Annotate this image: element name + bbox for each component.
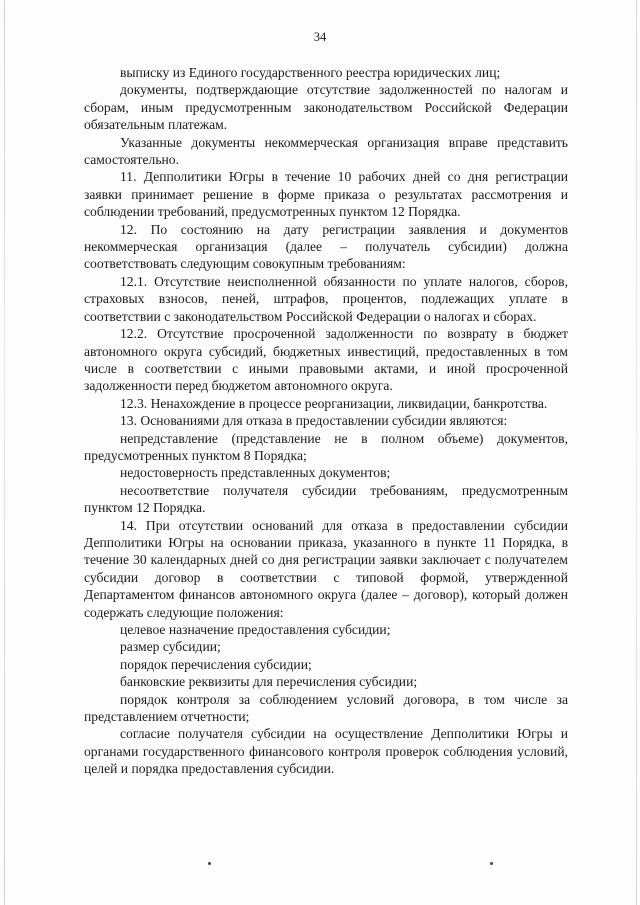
- paragraph: непредставление (представление не в полном объеме) документов, предусмотренных пунктом 8 Порядка;: [84, 430, 568, 463]
- paragraph: банковские реквизиты для перечисления субсидии;: [120, 674, 418, 690]
- paragraph: документы, подтверждающие отсутствие задолженностей по налогам и сборам, иным предусмотренным законодательством Российской Федерации обязательным платежам.: [84, 82, 568, 133]
- paragraph: 12.1. Отсутствие неисполненной обязанности по уплате налогов, сборов, страховых взносов, пеней, штрафов, процентов, подлежащих уплате в соответствии с законодательством Российской Федерации о налогах и сборах.: [84, 273, 568, 324]
- paragraph: 12.3. Ненахождение в процессе реорганизации, ликвидации, банкротства.: [120, 395, 548, 411]
- paragraph: несоответствие получателя субсидии требованиям, предусмотренным пунктом 12 Порядка.: [84, 482, 568, 516]
- paragraph: согласие получателя субсидии на осуществление Депполитики Югры и органами государственного финансового контроля проверок соблюдения условий, целей и порядка предоставления субсидии.: [84, 726, 568, 777]
- paragraph: целевое назначение предоставления субсидии;: [120, 622, 391, 637]
- paragraph: Указанные документы некоммерческая организация вправе представить самостоятельно.: [84, 134, 568, 168]
- paragraph: недостоверность представленных документов;: [120, 465, 391, 481]
- page-edge-left: [4, 0, 5, 905]
- scan-speck: [208, 862, 211, 865]
- paragraph: порядок перечисления субсидии;: [120, 656, 312, 672]
- paragraph: 11. Депполитики Югры в течение 10 рабочих дней со дня регистрации заявки принимает решение в форме приказа о результатах рассмотрения и соблюдении требований, предусмотренных пунктом 12 Порядка.: [84, 169, 568, 220]
- paragraph: выписку из Единого государственного реестра юридических лиц;: [120, 65, 501, 80]
- document-body: [84, 64, 568, 778]
- paragraph: 12.2. Отсутствие просроченной задолженности по возврату в бюджет автономного округа субсидий, бюджетных инвестиций, предоставленных в том числе в соответствии с иными правовыми актами, и иной просроченной задолженности перед бюджетом автономного округа.: [84, 326, 568, 394]
- paragraph: 13. Основаниями для отказа в предоставлении субсидии являются:: [120, 413, 508, 429]
- paragraph: размер субсидии;: [120, 639, 221, 655]
- paragraph: 12. По состоянию на дату регистрации заявления и документов некоммерческая организация (далее – получатель субсидии) должна соответствовать следующим совокупным требованиям:: [84, 221, 568, 272]
- paragraph: порядок контроля за соблюдением условий договора, в том числе за представлением отчетности;: [84, 691, 568, 725]
- paragraph: 14. При отсутствии оснований для отказа в предоставлении субсидии Депполитики Югры на основании приказа, указанного в пункте 11 Порядка, в течение 30 календарных дней со дня регистрации заявки заключает с получателем субсидии договор в соответствии с типовой формой, утвержденной Департаментом финансов автономного округа (далее – договор), который должен содержать следующие положения:: [84, 517, 568, 620]
- page-number: 34: [313, 30, 327, 44]
- scan-speck: [490, 862, 493, 865]
- page-edge-right: [636, 0, 637, 905]
